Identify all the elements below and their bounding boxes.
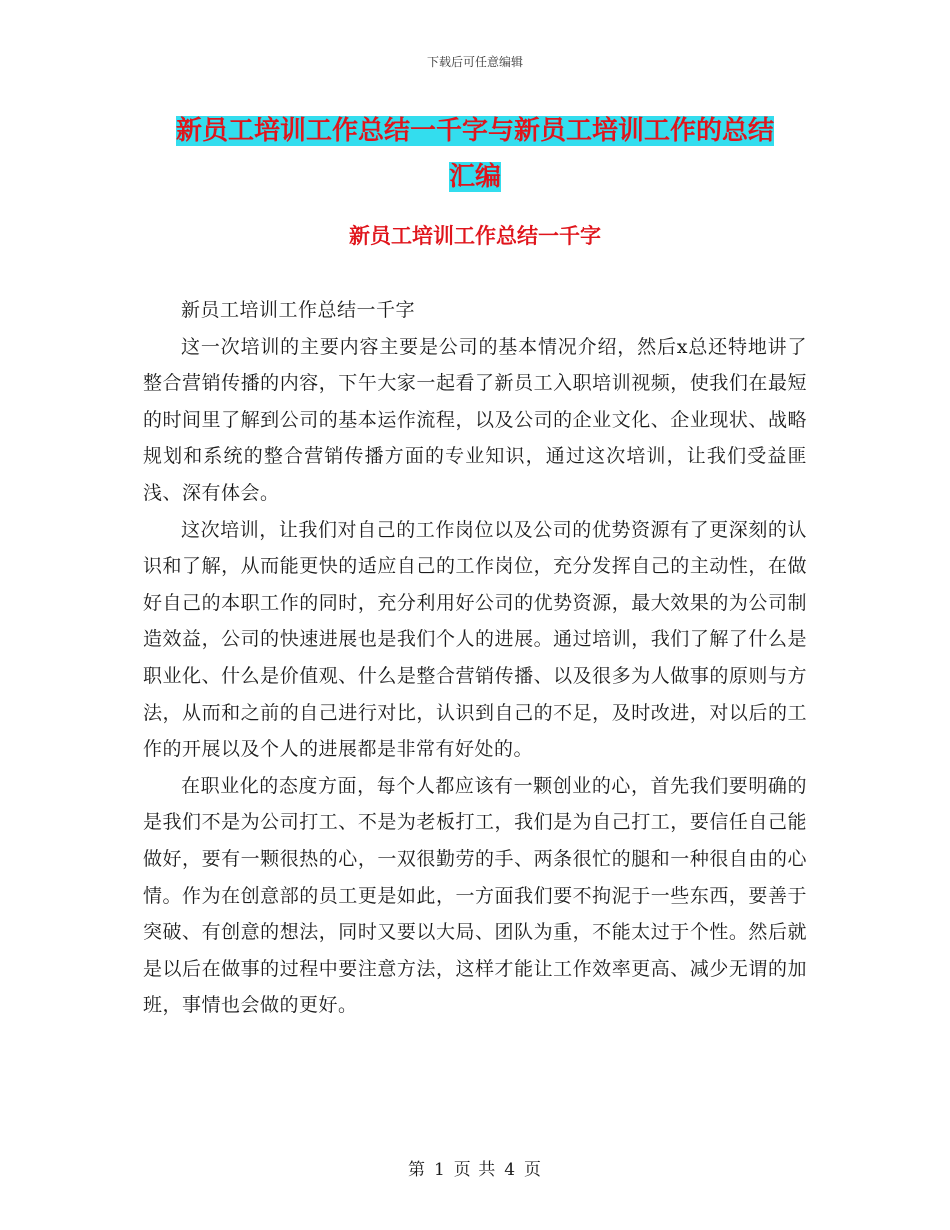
header-note: 下载后可任意编辑 [426, 55, 523, 69]
title-line-1: 新员工培训工作总结一千字与新员工培训工作的总结 [175, 116, 774, 146]
paragraph: 这次培训，让我们对自己的工作岗位以及公司的优势资源有了更深刻的认识和了解，从而能更快的适应自己的工作岗位，充分发挥自己的主动性，在做好自己的本职工作的同时，充分利用好公司的优势资源，最大效果的为公司制造效益，公司的快速进展也是我们个人的进展。通过培训，我们了解了什么是职业化、什么是价值观、什么是整合营销传播、以及很多为人做事的原则与方法，从而和之前的自己进行对比，认识到自己的不足，及时改进，对以后的工作的开展以及个人的进展都是非常有好处的。 [143, 518, 807, 761]
footer-suffix: 页 [524, 1160, 543, 1180]
section-title: 新员工培训工作总结一千字 [349, 224, 601, 248]
paragraph: 在职业化的态度方面，每个人都应该有一颗创业的心，首先我们要明确的是我们不是为公司打工、不是为老板打工，我们是为自己打工，要信任自己能做好，要有一颗很热的心，一双很勤劳的手、两条很忙的腿和一种很自由的心情。作为在创意部的员工更是如此，一方面我们要不拘泥于一些东西，要善于突破、有创意的想法，同时又要以大局、团队为重，不能太过于个性。然后就是以后在做事的过程中要注意方法，这样才能让工作效率更高、减少无谓的加班，事情也会做的更好。 [143, 774, 807, 1017]
footer-middle: 页 共 [453, 1160, 497, 1180]
document-title [145, 108, 805, 200]
footer-prefix: 第 [407, 1160, 426, 1180]
page-footer [0, 1155, 950, 1180]
page-number: 1 [433, 1160, 446, 1180]
page-total: 4 [504, 1160, 517, 1180]
title-line-2: 汇编 [448, 162, 501, 192]
document-body [143, 292, 807, 1024]
paragraph: 这一次培训的主要内容主要是公司的基本情况介绍，然后x总还特地讲了整合营销传播的内容，下午大家一起看了新员工入职培训视频，使我们在最短的时间里了解到公司的基本运作流程，以及公司的企业文化、企业现状、战略规划和系统的整合营销传播方面的专业知识，通过这次培训，让我们受益匪浅、深有体会。 [143, 335, 807, 504]
paragraph: 新员工培训工作总结一千字 [181, 299, 416, 321]
